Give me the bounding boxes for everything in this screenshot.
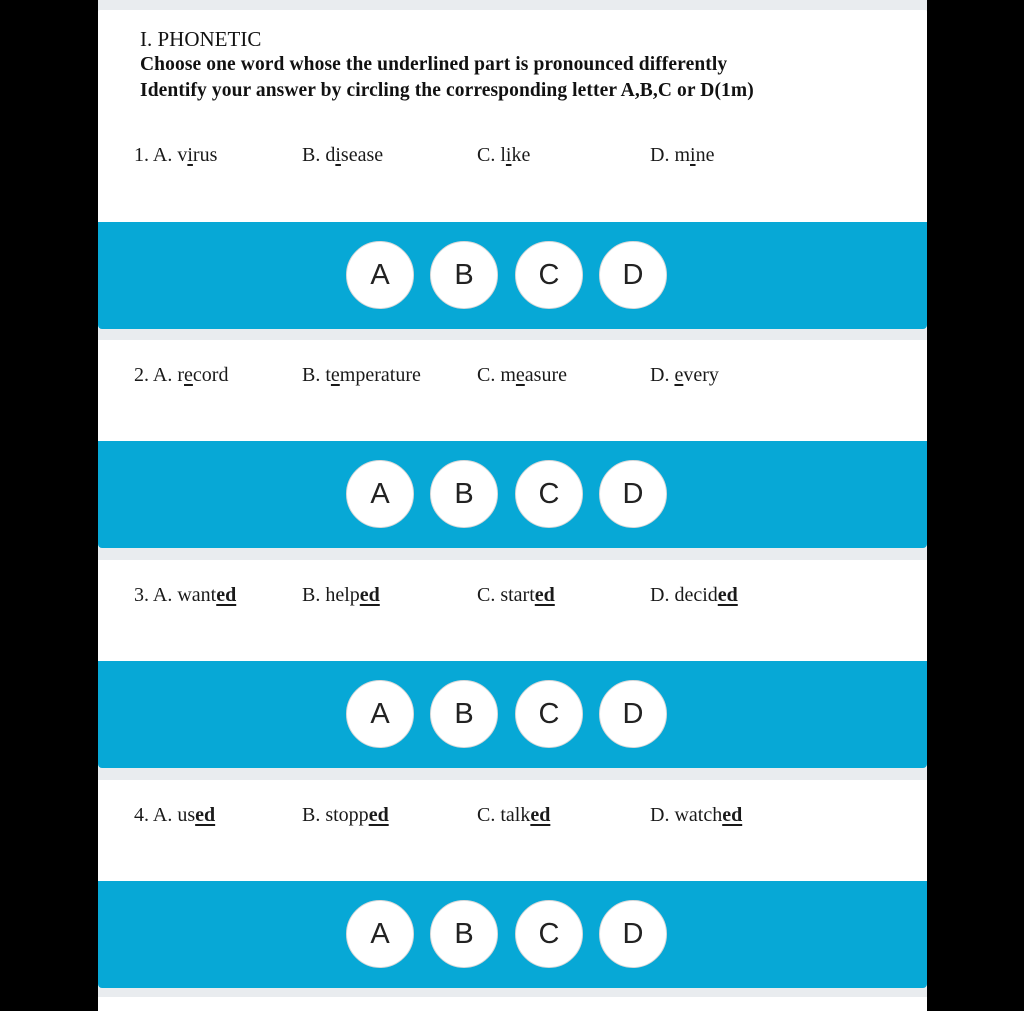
answer-b-button[interactable]: B <box>430 900 498 968</box>
next-card-edge <box>98 997 927 1011</box>
answer-d-button[interactable]: D <box>599 460 667 528</box>
option-c: C. started <box>477 584 555 606</box>
option-b: B. stopped <box>302 804 389 826</box>
option-d: D. watched <box>650 804 743 826</box>
option-a: 1. A. virus <box>134 144 218 166</box>
answer-b-button[interactable]: B <box>430 241 498 309</box>
option-c: C. like <box>477 144 531 166</box>
option-d: D. mine <box>650 144 715 166</box>
option-b: B. disease <box>302 144 384 166</box>
section-title: I. PHONETIC <box>140 27 262 51</box>
answer-d-button[interactable]: D <box>599 900 667 968</box>
answer-a-button[interactable]: A <box>346 241 414 309</box>
option-b: B. temperature <box>302 364 421 386</box>
instruction-line-1: Choose one word whose the underlined part is pronounced differently <box>140 54 728 75</box>
answer-c-button[interactable]: C <box>515 680 583 748</box>
option-d: D. every <box>650 364 719 386</box>
question-card-2 <box>98 340 927 441</box>
answer-bar-2 <box>98 441 927 548</box>
answer-c-button[interactable]: C <box>515 900 583 968</box>
option-b: B. helped <box>302 584 380 606</box>
option-a: 2. A. record <box>134 364 229 386</box>
question-card-3 <box>98 560 927 661</box>
option-c: C. talked <box>477 804 551 826</box>
option-a: 3. A. wanted <box>134 584 237 606</box>
answer-a-button[interactable]: A <box>346 900 414 968</box>
instructions-header <box>140 26 754 104</box>
option-a: 4. A. used <box>134 804 216 826</box>
answer-a-button[interactable]: A <box>346 460 414 528</box>
instruction-line-2: Identify your answer by circling the corresponding letter A,B,C or D(1m) <box>140 80 754 101</box>
answer-c-button[interactable]: C <box>515 460 583 528</box>
question-card-4 <box>98 780 927 881</box>
answer-d-button[interactable]: D <box>599 241 667 309</box>
answer-c-button[interactable]: C <box>515 241 583 309</box>
answer-bar-1 <box>98 222 927 329</box>
answer-d-button[interactable]: D <box>599 680 667 748</box>
answer-a-button[interactable]: A <box>346 680 414 748</box>
answer-bar-3 <box>98 661 927 768</box>
option-c: C. measure <box>477 364 567 386</box>
question-card-1 <box>98 10 927 222</box>
answer-b-button[interactable]: B <box>430 460 498 528</box>
answer-bar-4 <box>98 881 927 988</box>
answer-b-button[interactable]: B <box>430 680 498 748</box>
option-d: D. decided <box>650 584 738 606</box>
